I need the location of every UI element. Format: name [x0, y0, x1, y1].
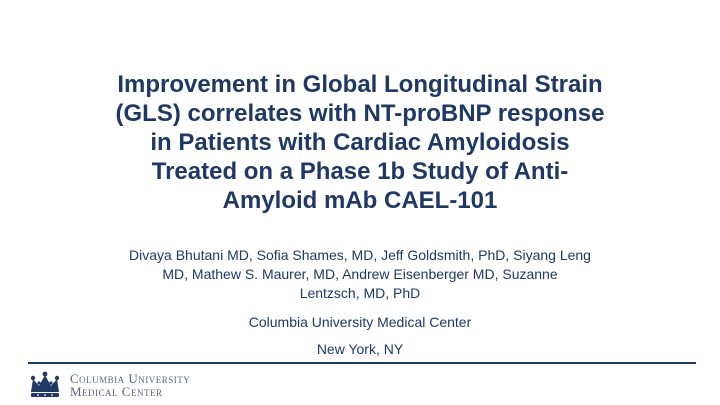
footer-divider: [28, 362, 696, 364]
logo-line-university: Columbia University: [70, 371, 191, 386]
location: New York, NY: [316, 341, 404, 357]
institution: Columbia University Medical Center: [248, 314, 472, 330]
author-line: Lentzsch, MD, PhD: [299, 285, 421, 301]
author-list: [70, 246, 650, 303]
author-line: Divaya Bhutani MD, Sofia Shames, MD, Jeff Goldsmith, PhD, Siyang Leng: [129, 247, 591, 263]
logo-line-medical-center: Medical Center: [70, 384, 163, 399]
title-line: Improvement in Global Longitudinal Strain: [117, 71, 603, 98]
title-line: Amyloid mAb CAEL-101: [222, 187, 498, 214]
title-line: in Patients with Cardiac Amyloidosis: [150, 129, 570, 156]
slide-title: [60, 70, 660, 215]
crown-icon: [28, 370, 62, 400]
logo-wordmark: [70, 372, 190, 398]
columbia-logo: [28, 369, 190, 401]
title-line: (GLS) correlates with NT-proBNP response: [115, 100, 605, 127]
title-line: Treated on a Phase 1b Study of Anti-: [151, 158, 569, 185]
author-line: MD, Mathew S. Maurer, MD, Andrew Eisenberger MD, Suzanne: [162, 266, 558, 282]
